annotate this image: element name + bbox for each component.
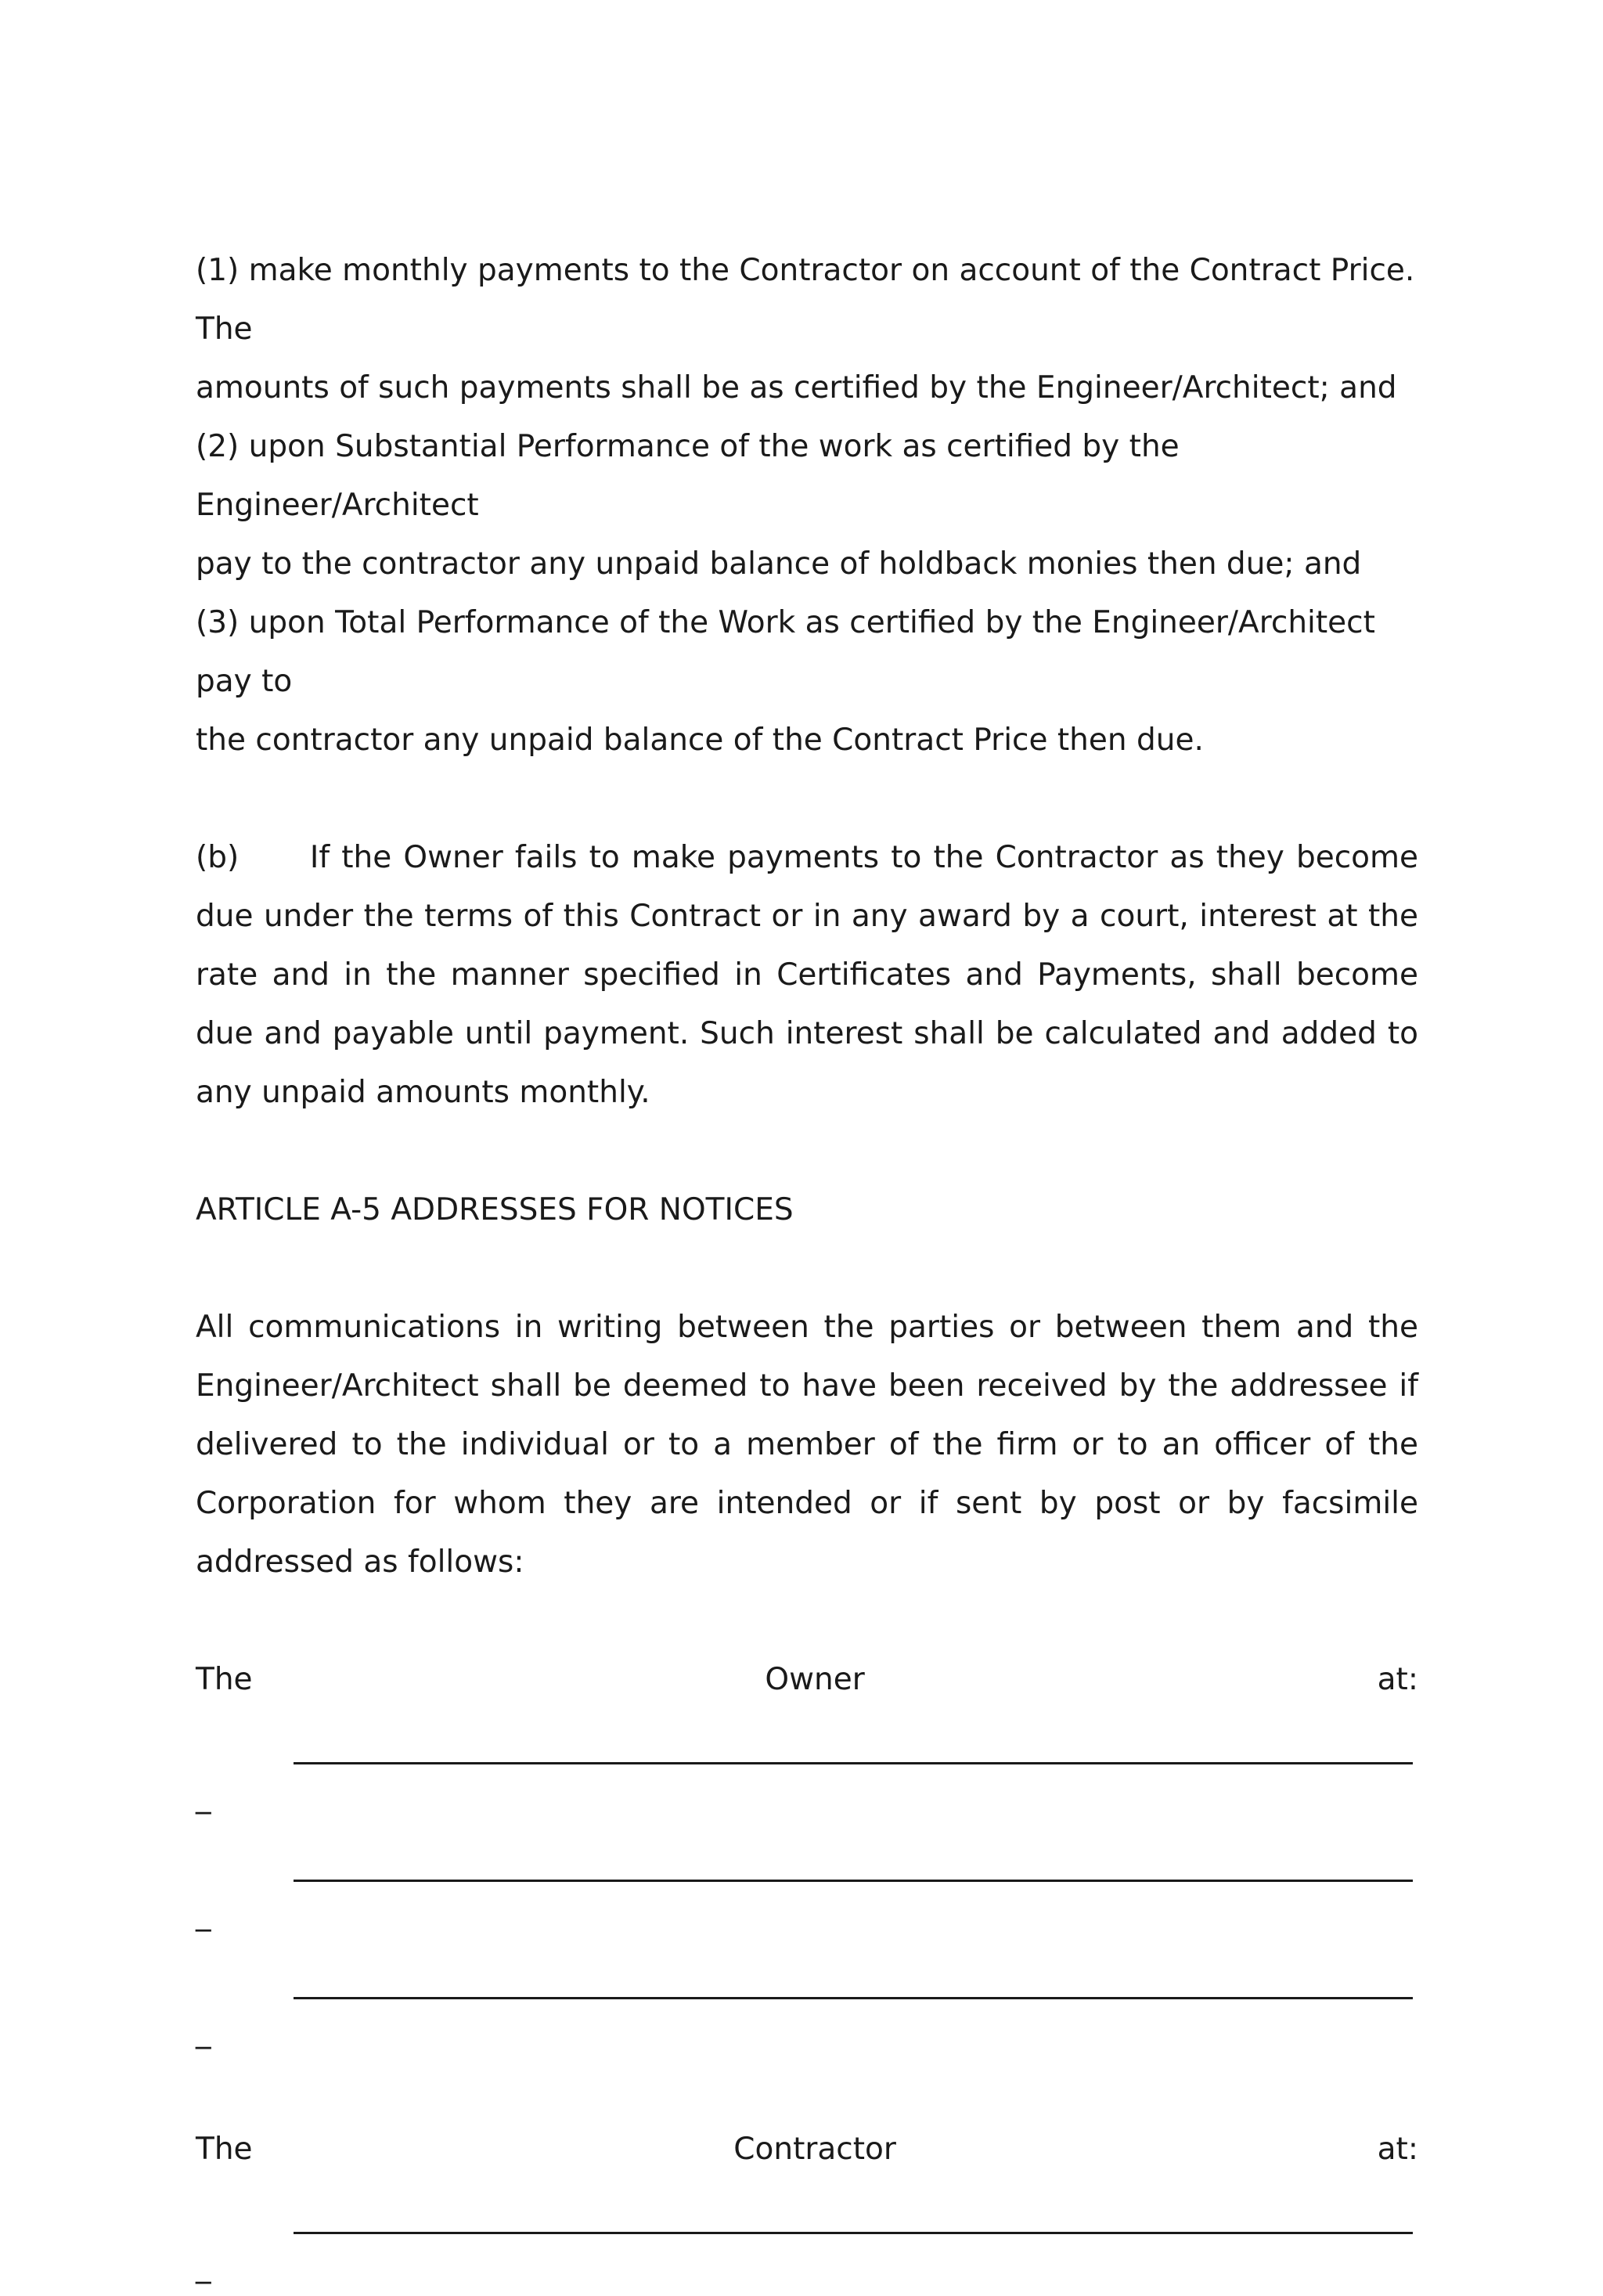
item-3-line-1: (3) upon Total Performance of the Work as certified by the Engineer/Architect pay to [196, 605, 1375, 699]
item-3-line-2: the contractor any unpaid balance of the Contract Price then due. [196, 723, 1204, 758]
owner-label-line [196, 1650, 1418, 1709]
owner-dash-1: _ [196, 1779, 211, 1815]
owner-address-line-3[interactable] [196, 1944, 1418, 2002]
fill-in-line[interactable] [294, 1997, 1413, 1999]
item-2-line-2: pay to the contractor any unpaid balance of holdback monies then due; and [196, 546, 1362, 582]
owner-address-line-2[interactable] [196, 1826, 1418, 1885]
article-paragraph: All communications in writing between the parties or between them and the Engineer/Architect shall be deemed to have been received by the addressee if delivered to the individual or to a member of the firm or to an officer of the Corporation for whom they are intended or if sent by post or by facsimile addressed as follows: [196, 1310, 1418, 1580]
owner-label-owner: Owner [765, 1662, 865, 1697]
spacer [196, 2061, 1418, 2120]
paragraph-b: (b) If the Owner fails to make payments to the Contractor as they become due under the terms of this Contract or in any award by a court, interest at the rate and in the manner specified in Certificates and Payments, shall become due and payable until payment. Such interest shall be calculated and added to any unpaid amounts monthly. [196, 840, 1418, 1110]
document-page [196, 241, 1418, 2296]
spacer [196, 770, 1418, 828]
owner-address-line-1[interactable] [196, 1709, 1418, 1768]
fill-in-line[interactable] [294, 1880, 1413, 1882]
spacer [196, 1591, 1418, 1650]
contractor-address-line-1[interactable] [196, 2179, 1418, 2237]
contractor-label-line [196, 2120, 1418, 2179]
item-1-line-1: (1) make monthly payments to the Contractor on account of the Contract Price. The [196, 253, 1415, 347]
contractor-dash-1: _ [196, 2249, 211, 2284]
owner-dash-3: _ [196, 2014, 211, 2049]
contractor-label-at: at: [1377, 2132, 1418, 2167]
fill-in-line[interactable] [294, 1762, 1413, 1764]
fill-in-line[interactable] [294, 2232, 1413, 2234]
spacer [196, 1122, 1418, 1180]
contractor-label-contractor: Contractor [733, 2132, 896, 2167]
item-1-line-2: amounts of such payments shall be as certified by the Engineer/Architect; and [196, 370, 1397, 405]
owner-label-the: The [196, 1662, 253, 1697]
article-heading: ARTICLE A-5 ADDRESSES FOR NOTICES [196, 1192, 794, 1227]
spacer [196, 1239, 1418, 1298]
owner-label-at: at: [1377, 1662, 1418, 1697]
contractor-label-the: The [196, 2132, 253, 2167]
owner-dash-2: _ [196, 1897, 211, 1932]
item-2-line-1: (2) upon Substantial Performance of the work as certified by the Engineer/Architect [196, 429, 1180, 523]
